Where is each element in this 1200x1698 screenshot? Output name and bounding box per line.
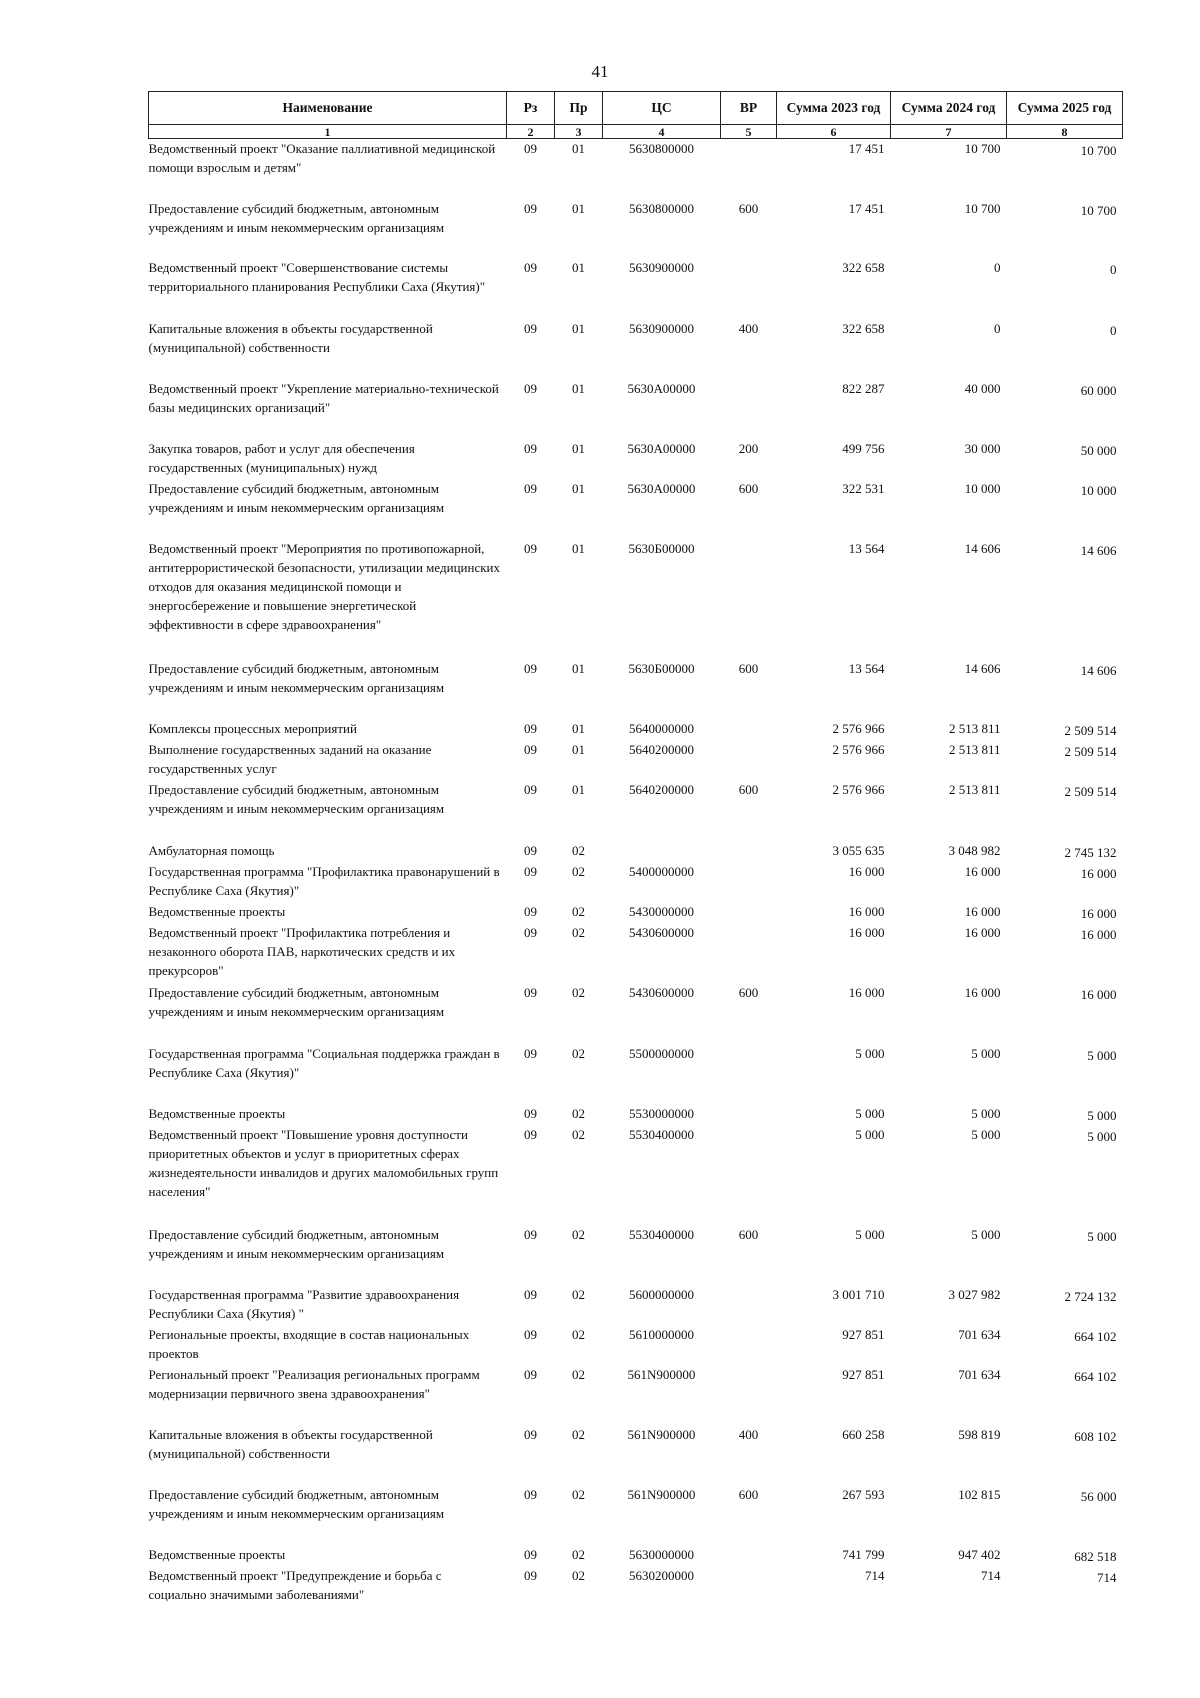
row-sum-2024: 10 700	[964, 200, 1001, 216]
row-cs: 5640200000	[629, 741, 694, 757]
row-sum-2025: 664 102	[1074, 1368, 1117, 1384]
column-header-rz: Рз	[507, 92, 555, 125]
row-rz: 09	[524, 1326, 537, 1342]
row-sum-2023: 499 756	[842, 440, 885, 456]
row-pr: 01	[572, 480, 585, 496]
row-vr	[721, 862, 777, 902]
row-vr	[721, 1285, 777, 1325]
row-sum-2023: 267 593	[842, 1486, 885, 1502]
row-sum-2024: 40 000	[964, 380, 1001, 396]
row-sum-2024: 5 000	[971, 1105, 1001, 1121]
column-header-sum-2025: Сумма 2025 год	[1007, 92, 1123, 125]
row-vr: 600	[738, 1226, 759, 1242]
row-sum-2024: 16 000	[964, 903, 1001, 919]
table-row	[149, 439, 1123, 479]
row-pr: 02	[572, 1326, 585, 1342]
row-cs	[603, 841, 721, 862]
row-cs: 5600000000	[629, 1286, 694, 1302]
row-cs: 5640000000	[629, 720, 694, 736]
row-name: Закупка товаров, работ и услуг для обеспечения государственных (муниципальных) нужд	[148, 440, 415, 475]
row-sum-2025: 2 509 514	[1064, 783, 1117, 799]
row-name: Выполнение государственных заданий на оказание государственных услуг	[148, 741, 432, 776]
row-name: Региональные проекты, входящие в состав национальных проектов	[148, 1326, 470, 1361]
row-rz: 09	[524, 741, 537, 757]
row-sum-2024: 16 000	[964, 984, 1001, 1000]
row-sum-2024: 2 513 811	[948, 741, 1001, 757]
table-row	[149, 1365, 1123, 1425]
column-number: 1	[149, 125, 507, 139]
row-name: Ведомственный проект "Повышение уровня доступности приоритетных объектов и услуг в приоритетных сферах жизнедеятельности инвалидов и других маломобильных групп населения"	[148, 1126, 499, 1199]
row-pr: 02	[572, 924, 585, 940]
row-pr: 01	[572, 781, 585, 797]
row-name: Ведомственный проект "Совершенствование системы территориального планирования Республики Саха (Якутия)"	[148, 259, 486, 294]
row-rz: 09	[524, 1486, 537, 1502]
row-sum-2024: 598 819	[958, 1426, 1001, 1442]
row-pr: 02	[572, 1126, 585, 1142]
row-rz: 09	[524, 259, 537, 275]
row-sum-2024: 714	[981, 1567, 1001, 1583]
column-header-vr: ВР	[721, 92, 777, 125]
table-row	[149, 659, 1123, 719]
table-row	[149, 258, 1123, 319]
row-vr: 400	[738, 320, 759, 336]
row-sum-2025: 5 000	[1087, 1228, 1117, 1244]
row-sum-2023: 322 658	[842, 259, 885, 275]
column-number: 5	[721, 125, 777, 139]
row-name: Амбулаторная помощь	[148, 842, 275, 858]
table-row	[149, 983, 1123, 1044]
row-rz: 09	[524, 540, 537, 556]
row-sum-2025: 0	[1110, 322, 1117, 338]
row-sum-2024: 5 000	[971, 1126, 1001, 1142]
row-sum-2025: 5 000	[1087, 1128, 1117, 1144]
row-vr: 400	[738, 1426, 759, 1442]
column-header-sum-2023: Сумма 2023 год	[777, 92, 891, 125]
row-vr	[721, 539, 777, 659]
row-cs: 5530400000	[629, 1226, 694, 1242]
row-sum-2025: 14 606	[1080, 662, 1117, 678]
row-name: Ведомственные проекты	[148, 903, 286, 919]
table-header	[149, 92, 1123, 139]
row-cs: 5630Б00000	[628, 660, 695, 676]
row-sum-2024: 701 634	[958, 1326, 1001, 1342]
row-sum-2025: 2 724 132	[1064, 1288, 1117, 1304]
row-pr: 02	[572, 1366, 585, 1382]
row-pr: 02	[572, 903, 585, 919]
row-sum-2023: 16 000	[848, 863, 885, 879]
row-pr: 02	[572, 1426, 585, 1442]
row-sum-2023: 2 576 966	[832, 741, 885, 757]
row-sum-2024: 30 000	[964, 440, 1001, 456]
row-sum-2024: 0	[994, 259, 1001, 275]
row-sum-2025: 50 000	[1080, 442, 1117, 458]
row-vr	[721, 719, 777, 740]
row-sum-2025: 5 000	[1087, 1047, 1117, 1063]
row-sum-2024: 10 700	[964, 141, 1001, 156]
row-name: Государственная программа "Социальная поддержка граждан в Республике Саха (Якутия)"	[148, 1045, 500, 1080]
row-sum-2023: 660 258	[842, 1426, 885, 1442]
column-header-pr: Пр	[555, 92, 603, 125]
table-row	[149, 1044, 1123, 1104]
row-sum-2024: 3 027 982	[948, 1286, 1001, 1302]
table-row	[149, 1325, 1123, 1365]
row-pr: 01	[572, 259, 585, 275]
column-number: 2	[507, 125, 555, 139]
row-vr	[721, 1325, 777, 1365]
row-name: Комплексы процессных мероприятий	[148, 720, 357, 736]
row-name: Ведомственный проект "Профилактика потребления и незаконного оборота ПАВ, наркотических средств и их прекурсоров"	[148, 924, 456, 978]
row-sum-2024: 16 000	[964, 924, 1001, 940]
table-row	[149, 1104, 1123, 1125]
row-cs: 5630А00000	[627, 480, 696, 496]
row-vr	[721, 379, 777, 439]
row-sum-2024: 3 048 982	[948, 842, 1001, 858]
row-pr: 01	[572, 741, 585, 757]
row-sum-2025: 16 000	[1080, 865, 1117, 881]
row-pr: 01	[572, 540, 585, 556]
row-sum-2024: 102 815	[958, 1486, 1001, 1502]
row-sum-2025: 714	[1097, 1569, 1117, 1585]
row-sum-2025: 10 700	[1080, 143, 1117, 158]
budget-table	[148, 91, 1123, 1606]
table-row	[149, 1285, 1123, 1325]
row-sum-2025: 608 102	[1074, 1428, 1117, 1444]
row-cs: 5630900000	[629, 320, 694, 336]
row-pr: 02	[572, 1546, 585, 1562]
row-sum-2025: 5 000	[1087, 1107, 1117, 1123]
row-pr: 01	[572, 660, 585, 676]
row-sum-2023: 2 576 966	[832, 720, 885, 736]
row-sum-2023: 5 000	[855, 1126, 885, 1142]
row-sum-2024: 14 606	[964, 660, 1001, 676]
row-pr: 02	[572, 863, 585, 879]
row-cs: 5630800000	[629, 200, 694, 216]
row-name: Предоставление субсидий бюджетным, автономным учреждениям и иным некоммерческим организациям	[148, 660, 445, 695]
budget-table-container	[148, 91, 1122, 1606]
row-sum-2023: 16 000	[848, 924, 885, 940]
row-sum-2023: 16 000	[848, 984, 885, 1000]
row-sum-2024: 14 606	[964, 540, 1001, 556]
row-cs: 5640200000	[629, 781, 694, 797]
row-cs: 5630А00000	[627, 440, 696, 456]
row-rz: 09	[524, 842, 537, 858]
row-rz: 09	[524, 863, 537, 879]
row-rz: 09	[524, 1045, 537, 1061]
row-pr: 02	[572, 1486, 585, 1502]
row-vr	[721, 740, 777, 780]
row-vr	[721, 841, 777, 862]
row-vr	[721, 139, 777, 199]
row-rz: 09	[524, 320, 537, 336]
row-sum-2025: 2 509 514	[1064, 722, 1117, 738]
row-rz: 09	[524, 1105, 537, 1121]
row-vr	[721, 1365, 777, 1425]
row-sum-2023: 927 851	[842, 1326, 885, 1342]
row-name: Ведомственные проекты	[148, 1105, 286, 1121]
row-sum-2025: 16 000	[1080, 905, 1117, 921]
row-name: Предоставление субсидий бюджетным, автономным учреждениям и иным некоммерческим организациям	[148, 1486, 445, 1521]
column-number: 6	[777, 125, 891, 139]
row-name: Предоставление субсидий бюджетным, автономным учреждениям и иным некоммерческим организациям	[148, 480, 445, 515]
row-sum-2023: 3 055 635	[832, 842, 885, 858]
row-cs: 5630900000	[629, 259, 694, 275]
row-name: Предоставление субсидий бюджетным, автономным учреждениям и иным некоммерческим организациям	[148, 781, 445, 816]
table-row	[149, 539, 1123, 659]
row-sum-2025: 10 700	[1080, 202, 1117, 218]
row-sum-2025: 16 000	[1080, 986, 1117, 1002]
row-sum-2023: 16 000	[848, 903, 885, 919]
table-row	[149, 1425, 1123, 1485]
row-vr	[721, 902, 777, 923]
row-cs: 5430000000	[629, 903, 694, 919]
row-name: Ведомственный проект "Предупреждение и борьба с социально значимыми заболеваниями"	[148, 1567, 442, 1602]
row-vr	[721, 923, 777, 983]
row-vr: 600	[738, 984, 759, 1000]
row-cs: 5610000000	[629, 1326, 694, 1342]
row-pr: 01	[572, 380, 585, 396]
row-pr: 02	[572, 1045, 585, 1061]
table-row	[149, 199, 1123, 258]
row-cs: 561N900000	[627, 1426, 696, 1442]
table-row	[149, 319, 1123, 379]
row-sum-2024: 16 000	[964, 863, 1001, 879]
row-sum-2023: 17 451	[848, 141, 885, 156]
row-pr: 02	[572, 1105, 585, 1121]
table-row	[149, 719, 1123, 740]
row-sum-2023: 5 000	[855, 1105, 885, 1121]
row-name: Ведомственный проект "Мероприятия по противопожарной, антитеррористической безопасности, утилизации медицинских отходов для оказания медицинской помощи и энергосбережение и повышение энергетической эффективности в сфере здравоохранения"	[148, 540, 500, 632]
table-row	[149, 1566, 1123, 1606]
row-sum-2023: 3 001 710	[832, 1286, 885, 1302]
row-sum-2024: 2 513 811	[948, 720, 1001, 736]
row-sum-2024: 5 000	[971, 1045, 1001, 1061]
row-name: Ведомственный проект "Оказание паллиативной медицинской помощи взрослым и детям"	[148, 141, 496, 175]
row-cs: 5630А00000	[627, 380, 696, 396]
table-row	[149, 902, 1123, 923]
table-row	[149, 923, 1123, 983]
row-rz: 09	[524, 984, 537, 1000]
row-name: Государственная программа "Профилактика правонарушений в Республике Саха (Якутия)"	[148, 863, 500, 898]
row-cs: 5400000000	[629, 863, 694, 879]
row-vr	[721, 1104, 777, 1125]
row-sum-2025: 682 518	[1074, 1548, 1117, 1564]
row-vr	[721, 1545, 777, 1566]
row-sum-2024: 701 634	[958, 1366, 1001, 1382]
row-rz: 09	[524, 660, 537, 676]
row-sum-2024: 10 000	[964, 480, 1001, 496]
row-name: Ведомственный проект "Укрепление материально-технической базы медицинских организаций"	[148, 380, 499, 415]
row-sum-2023: 822 287	[842, 380, 885, 396]
row-name: Государственная программа "Развитие здравоохранения Республики Саха (Якутия) "	[148, 1286, 460, 1321]
column-number: 8	[1007, 125, 1123, 139]
row-cs: 5500000000	[629, 1045, 694, 1061]
row-sum-2024: 5 000	[971, 1226, 1001, 1242]
row-sum-2025: 2 745 132	[1064, 844, 1117, 860]
row-sum-2024: 2 513 811	[948, 781, 1001, 797]
table-row	[149, 740, 1123, 780]
row-name: Капитальные вложения в объекты государственной (муниципальной) собственности	[148, 320, 433, 355]
row-sum-2023: 5 000	[855, 1226, 885, 1242]
row-rz: 09	[524, 480, 537, 496]
column-number: 3	[555, 125, 603, 139]
row-sum-2023: 714	[865, 1567, 885, 1583]
row-vr	[721, 1566, 777, 1606]
row-sum-2023: 741 799	[842, 1546, 885, 1562]
row-rz: 09	[524, 1226, 537, 1242]
table-row	[149, 1545, 1123, 1566]
row-cs: 5630Б00000	[628, 540, 695, 556]
row-cs: 5430600000	[629, 984, 694, 1000]
table-row	[149, 1225, 1123, 1285]
row-rz: 09	[524, 924, 537, 940]
row-rz: 09	[524, 1567, 537, 1583]
row-pr: 02	[572, 842, 585, 858]
row-pr: 01	[572, 320, 585, 336]
row-sum-2025: 14 606	[1080, 542, 1117, 558]
row-sum-2025: 664 102	[1074, 1328, 1117, 1344]
row-cs: 5630200000	[629, 1567, 694, 1583]
row-name: Предоставление субсидий бюджетным, автономным учреждениям и иным некоммерческим организациям	[148, 984, 445, 1019]
table-row	[149, 479, 1123, 539]
row-sum-2023: 17 451	[848, 200, 885, 216]
row-sum-2024: 0	[994, 320, 1001, 336]
row-pr: 01	[572, 720, 585, 736]
row-cs: 5530400000	[629, 1126, 694, 1142]
table-row	[149, 1485, 1123, 1545]
row-cs: 5630800000	[629, 141, 694, 156]
row-rz: 09	[524, 781, 537, 797]
row-sum-2023: 5 000	[855, 1045, 885, 1061]
row-rz: 09	[524, 141, 537, 156]
table-body	[149, 139, 1123, 1606]
row-rz: 09	[524, 720, 537, 736]
page-number: 41	[591, 62, 609, 81]
row-sum-2025: 60 000	[1080, 382, 1117, 398]
row-name: Капитальные вложения в объекты государственной (муниципальной) собственности	[148, 1426, 433, 1461]
row-cs: 561N900000	[627, 1486, 696, 1502]
row-rz: 09	[524, 440, 537, 456]
row-cs: 5630000000	[629, 1546, 694, 1562]
row-rz: 09	[524, 1426, 537, 1442]
row-pr: 01	[572, 440, 585, 456]
row-vr: 600	[738, 1486, 759, 1502]
table-row	[149, 139, 1123, 199]
row-rz: 09	[524, 1286, 537, 1302]
table-row	[149, 1125, 1123, 1225]
row-name: Ведомственные проекты	[148, 1546, 286, 1562]
row-sum-2023: 927 851	[842, 1366, 885, 1382]
row-pr: 02	[572, 1286, 585, 1302]
column-number: 7	[891, 125, 1007, 139]
row-sum-2025: 0	[1110, 261, 1117, 277]
column-number: 4	[603, 125, 721, 139]
row-sum-2025: 2 509 514	[1064, 743, 1117, 759]
row-pr: 02	[572, 1226, 585, 1242]
row-cs: 5430600000	[629, 924, 694, 940]
row-vr	[721, 1125, 777, 1225]
table-row	[149, 862, 1123, 902]
table-row	[149, 841, 1123, 862]
row-sum-2025: 56 000	[1080, 1488, 1117, 1504]
row-rz: 09	[524, 1126, 537, 1142]
column-header-cs: ЦС	[603, 92, 721, 125]
column-header-sum-2024: Сумма 2024 год	[891, 92, 1007, 125]
row-pr: 01	[572, 200, 585, 216]
table-row	[149, 379, 1123, 439]
row-vr: 200	[738, 440, 759, 456]
row-pr: 02	[572, 1567, 585, 1583]
row-sum-2023: 13 564	[848, 660, 885, 676]
row-cs: 5530000000	[629, 1105, 694, 1121]
row-sum-2023: 322 531	[842, 480, 885, 496]
row-vr: 600	[738, 480, 759, 496]
row-sum-2025: 10 000	[1080, 482, 1117, 498]
row-name: Предоставление субсидий бюджетным, автономным учреждениям и иным некоммерческим организациям	[148, 1226, 445, 1261]
column-header-name: Наименование	[149, 92, 507, 125]
row-vr: 600	[738, 660, 759, 676]
row-rz: 09	[524, 1546, 537, 1562]
row-rz: 09	[524, 200, 537, 216]
row-sum-2024: 947 402	[958, 1546, 1001, 1562]
row-vr: 600	[738, 200, 759, 216]
row-pr: 02	[572, 984, 585, 1000]
row-vr: 600	[738, 781, 759, 797]
table-row	[149, 780, 1123, 841]
row-sum-2025: 16 000	[1080, 926, 1117, 942]
row-vr	[721, 1044, 777, 1104]
row-pr: 01	[572, 141, 585, 156]
row-sum-2023: 13 564	[848, 540, 885, 556]
row-rz: 09	[524, 903, 537, 919]
row-name: Региональный проект "Реализация региональных программ модернизации первичного звена здравоохранения"	[148, 1366, 480, 1401]
row-rz: 09	[524, 380, 537, 396]
row-sum-2023: 322 658	[842, 320, 885, 336]
row-rz: 09	[524, 1366, 537, 1382]
row-name: Предоставление субсидий бюджетным, автономным учреждениям и иным некоммерческим организациям	[148, 200, 445, 235]
row-sum-2023: 2 576 966	[832, 781, 885, 797]
row-cs: 561N900000	[627, 1366, 696, 1382]
row-vr	[721, 258, 777, 319]
